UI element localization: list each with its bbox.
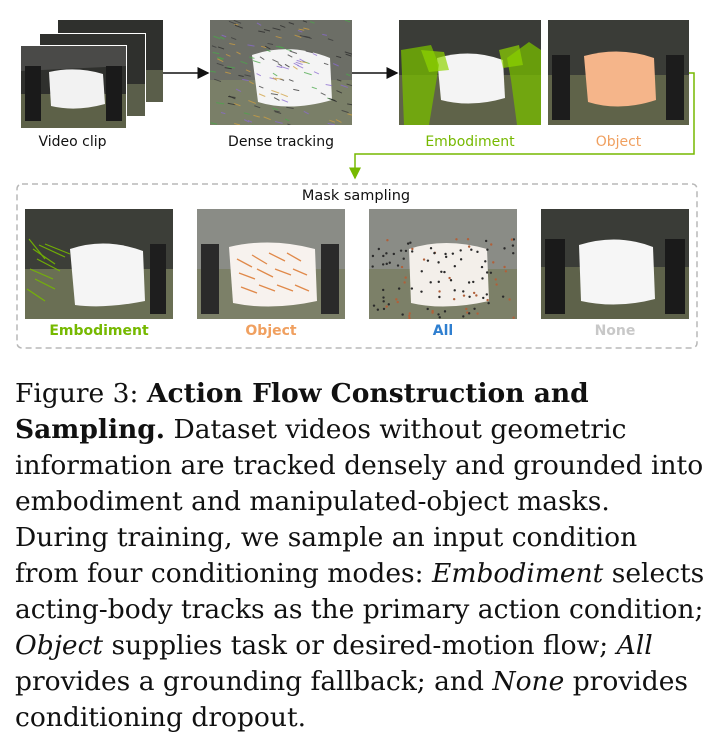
- dense-tracking-image: [210, 20, 352, 125]
- caption-text-4: provides a grounding fallback; and: [15, 666, 493, 697]
- caption-text-2: selects acting-body tracks as the primary action condition;: [15, 558, 705, 625]
- object-mask-image: [548, 20, 689, 125]
- caption-mode-object: Object: [15, 630, 104, 661]
- caption-mode-embodiment: Embodiment: [431, 558, 604, 589]
- figure-caption: [15, 376, 705, 736]
- video-clip-frame-front: [20, 45, 127, 129]
- label-all-bottom: All: [432, 323, 454, 339]
- caption-text-5: provides conditioning dropout.: [15, 666, 688, 733]
- label-embodiment-bottom: Embodiment: [49, 323, 149, 339]
- mask-sampling-title: Mask sampling: [301, 188, 411, 204]
- sample-embodiment-image: [25, 209, 173, 319]
- label-object-bottom: Object: [245, 323, 297, 339]
- label-none-bottom: None: [594, 323, 636, 339]
- embodiment-mask-image: [399, 20, 541, 125]
- label-embodiment-top: Embodiment: [425, 134, 515, 150]
- sample-none-image: [541, 209, 689, 319]
- label-dense-tracking: Dense tracking: [228, 134, 334, 150]
- sample-object-image: [197, 209, 345, 319]
- caption-mode-all: All: [616, 630, 653, 661]
- sample-all-image: [369, 209, 517, 319]
- caption-mode-none: None: [492, 666, 565, 697]
- caption-text-3: supplies task or desired-motion flow;: [103, 630, 617, 661]
- label-object-top: Object: [595, 134, 642, 150]
- figure-label: Figure 3:: [15, 378, 139, 409]
- figure-title: Action Flow Construction and Sampling.: [15, 378, 589, 445]
- label-video-clip: Video clip: [38, 134, 107, 150]
- caption-text-1: Dataset videos without geometric information are tracked densely and grounded into embodiment and manipulated-object masks. During training, we sample an input condition from four conditioning modes:: [15, 414, 704, 589]
